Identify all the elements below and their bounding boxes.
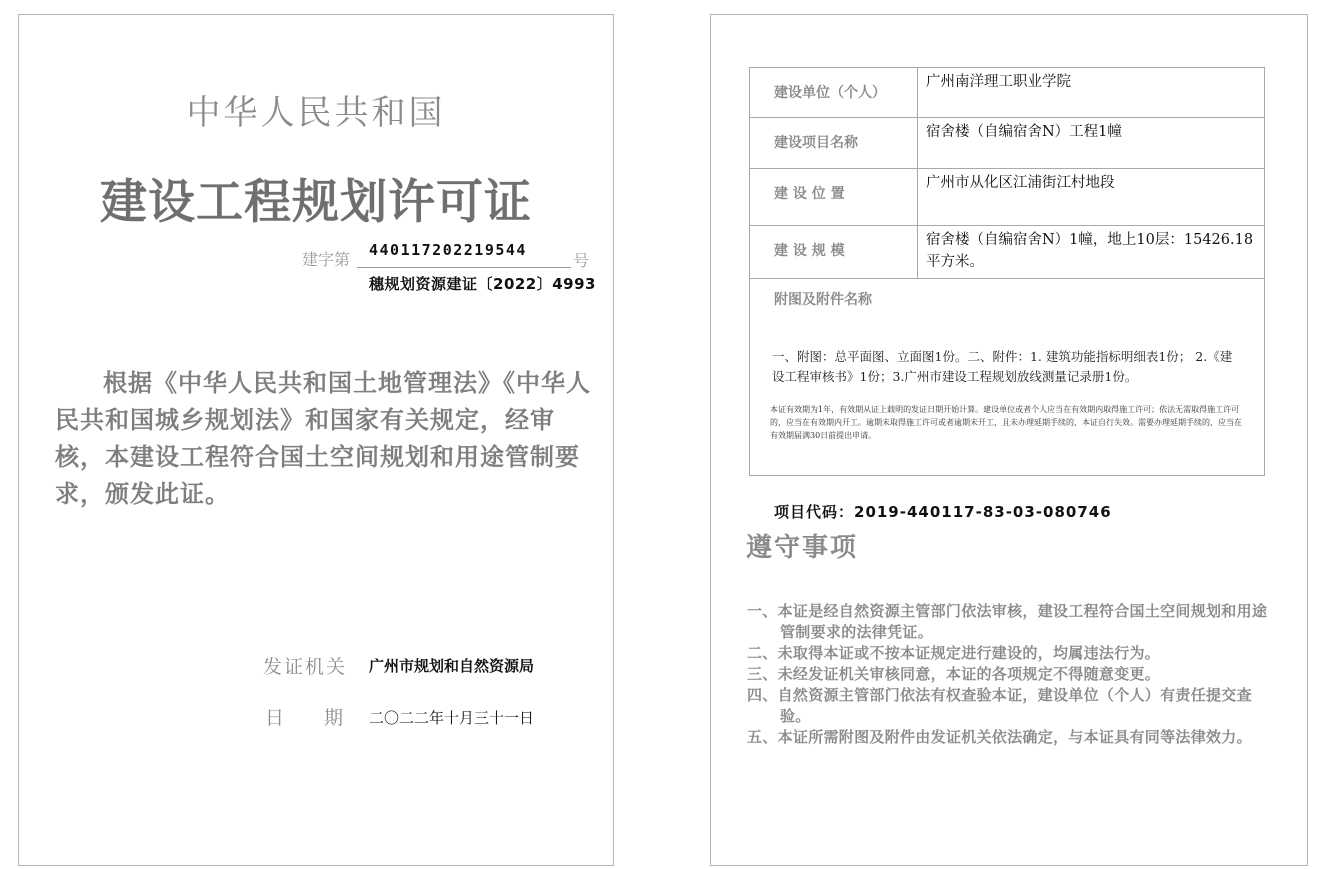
project-code: 项目代码：2019-440117-83-03-080746 [774, 503, 1112, 521]
number-suffix: 号 [573, 251, 590, 270]
attachments-row [750, 279, 1265, 476]
rules-list [747, 601, 1277, 748]
row-value: 广州南洋理工职业学院 [918, 68, 1265, 118]
row-value: 宿舍楼（自编宿舍N）1幢，地上10层：15426.18平方米。 [918, 226, 1265, 279]
table-row [750, 68, 1265, 118]
rule-item: 一、本证是经自然资源主管部门依法审核，建设工程符合国土空间规划和用途管制要求的法律凭证。 [747, 602, 1268, 641]
attachments-label: 附图及附件名称 [774, 292, 872, 308]
table-row [750, 169, 1265, 226]
rules-title: 遵守事项 [746, 533, 859, 563]
certificate-title: 建设工程规划许可证 [100, 175, 532, 230]
row-label: 建设项目名称 [750, 118, 918, 169]
row-label: 建设单位（个人） [750, 68, 918, 118]
certificate-number: 440117202219544 [369, 241, 527, 259]
body-paragraph: 根据《中华人民共和国土地管理法》《中华人民共和国城乡规划法》和国家有关规定，经审核，本建设工程符合国土空间规划和用途管制要求，颁发此证。 [55, 369, 591, 508]
country-header: 中华人民共和国 [186, 93, 446, 133]
rule-item: 二、未取得本证或不按本证规定进行建设的，均属违法行为。 [747, 644, 1161, 662]
attachments-list: 一、附图：总平面图、立面图1份。二、附件：1. 建筑功能指标明细表1份； 2.《建设工程审核书》1份；3.广州市建设工程规划放线测量记录册1份。 [772, 349, 1233, 384]
rule-item: 四、自然资源主管部门依法有权查验本证，建设单位（个人）有责任提交查验。 [747, 686, 1252, 725]
certificate-body-text [55, 365, 591, 513]
table-row [750, 118, 1265, 169]
issuer-name: 广州市规划和自然资源局 [369, 657, 535, 675]
certificate-back-page [710, 14, 1308, 866]
issuer-label: 发证机关 [263, 656, 348, 678]
table-row [750, 226, 1265, 279]
project-info-table [749, 67, 1265, 476]
number-prefix: 建字第 [302, 250, 351, 269]
number-underline [357, 267, 571, 268]
row-label: 建 设 位 置 [750, 169, 918, 226]
attachments-cell [750, 279, 1265, 476]
rule-item: 五、本证所需附图及附件由发证机关依法确定，与本证具有同等法律效力。 [747, 728, 1252, 746]
row-value: 广州市从化区江浦街江村地段 [918, 169, 1265, 226]
row-value: 宿舍楼（自编宿舍N）工程1幢 [918, 118, 1265, 169]
rule-item: 三、未经发证机关审核同意，本证的各项规定不得随意变更。 [747, 665, 1161, 683]
date-label-char-1: 日 [265, 707, 285, 729]
date-label-char-2: 期 [324, 707, 344, 729]
row-label: 建 设 规 模 [750, 226, 918, 279]
certificate-front-page [18, 14, 614, 866]
issue-date: 二〇二二年十月三十一日 [369, 709, 535, 727]
validity-note: 本证有效期为1年，有效期从证上载明的发证日期开始计算。建设单位或者个人应当在有效期内取得施工许可；依法无需取得施工许可的，应当在有效期内开工。逾期未取得施工许可或者逾期未开工，且未办理延期手续的，本证自行失效。需要办理延期手续的，应当在有效期届满30日前提出申请。 [770, 405, 1242, 440]
certificate-sub-number: 穗规划资源建证〔2022〕4993 [369, 275, 596, 293]
